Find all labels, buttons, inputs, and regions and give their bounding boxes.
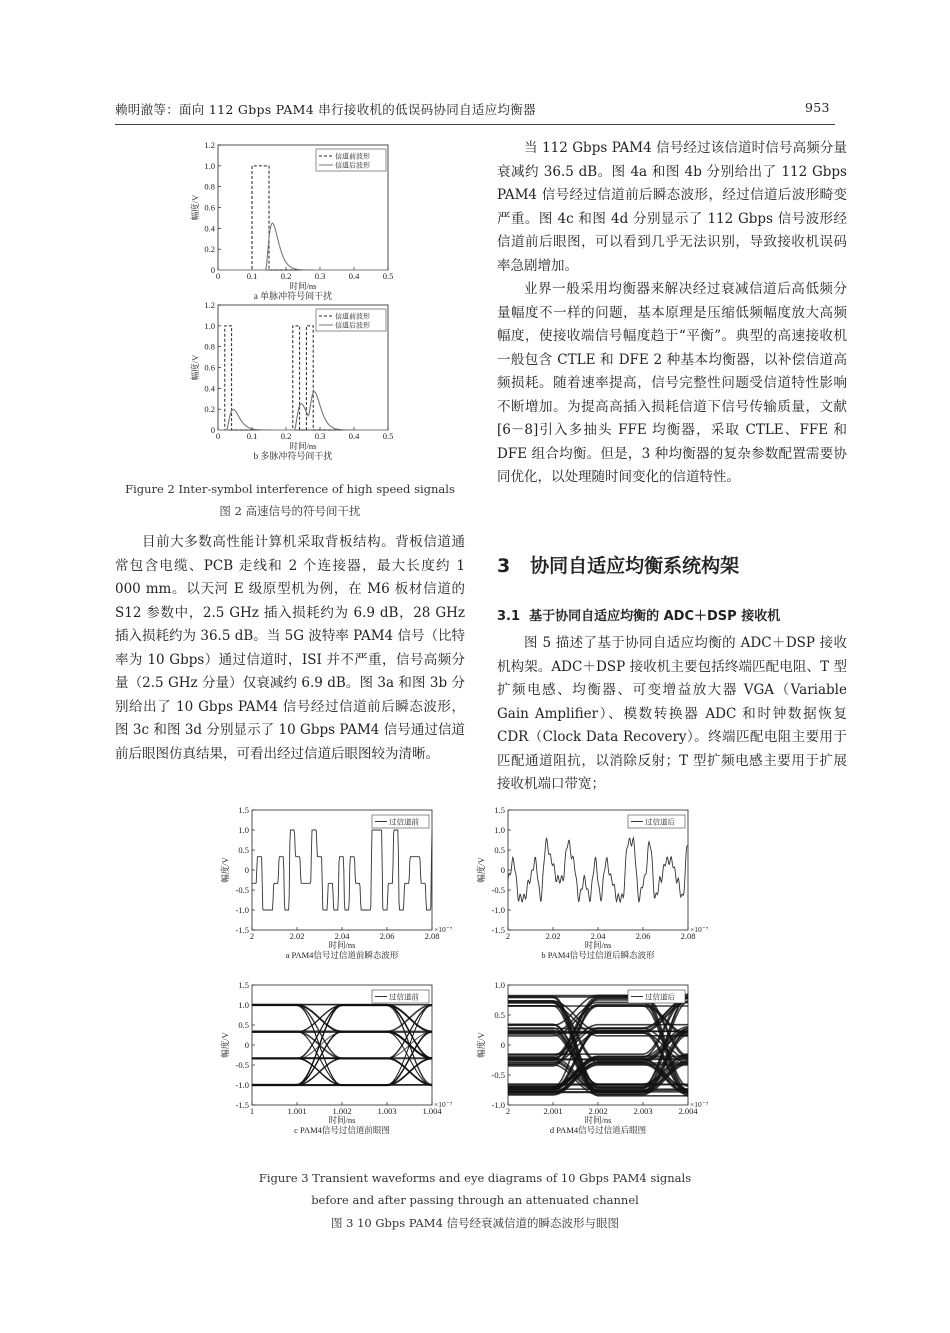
y-tick-label: 1.0 <box>494 980 505 990</box>
x-tick-label: 2.06 <box>379 931 395 941</box>
y-tick-label: 0 <box>244 1040 249 1050</box>
y-tick-label: -0.5 <box>235 885 249 895</box>
eye-traces <box>252 1004 432 1085</box>
eye-trace <box>252 1005 432 1085</box>
x-tick-label: 2.02 <box>545 931 561 941</box>
y-axis-label: 幅度/V <box>476 1032 486 1058</box>
x-tick-label: 2 <box>249 931 255 941</box>
legend-label-before: 信道前波形 <box>335 312 370 321</box>
y-tick-label: 0.6 <box>204 202 215 213</box>
y-tick-label: 1.0 <box>204 160 215 171</box>
y-tick-label: 0.4 <box>204 223 215 234</box>
x-tick-label: 2.04 <box>590 931 606 941</box>
running-header: 赖明澈等：面向 112 Gbps PAM4 串行接收机的低误码协同自适应均衡器 <box>115 102 536 117</box>
pulse-after-channel <box>218 223 388 270</box>
y-tick-label: 0.2 <box>204 404 215 415</box>
eye-trace <box>252 1006 432 1086</box>
y-tick-label: -1.5 <box>491 925 505 935</box>
transient-waveform <box>252 830 432 910</box>
eye-trace <box>252 1005 432 1085</box>
section-3-heading: 3 协同自适应均衡系统构架 <box>497 555 740 577</box>
y-tick-label: -1.0 <box>491 905 505 915</box>
y-tick-label: 0.5 <box>238 1020 249 1030</box>
y-tick-label: 1.0 <box>204 320 215 331</box>
eye-trace <box>252 1006 432 1086</box>
eye-trace <box>252 1005 432 1085</box>
legend-label: 过信道后 <box>645 817 675 827</box>
x-tick-label: 1.002 <box>332 1106 352 1116</box>
subfigure-caption: a 单脉冲符号间干扰 <box>253 291 333 301</box>
subfigure-caption: c PAM4信号过信道前眼图 <box>294 1125 390 1135</box>
x-tick-label: 2.04 <box>334 931 350 941</box>
eye-trace <box>252 1004 432 1084</box>
figure-3 <box>220 800 720 1165</box>
page-number: 953 <box>805 100 830 115</box>
eye-trace <box>252 1059 432 1086</box>
y-tick-label: 1.2 <box>204 140 215 150</box>
eye-trace <box>252 1004 432 1084</box>
eye-trace <box>252 1005 432 1032</box>
figure-3-caption-en-line2: before and after passing through an attenuated channel <box>311 1193 639 1207</box>
y-axis-label: 幅度/V <box>220 1032 230 1058</box>
right-column-text <box>497 137 847 490</box>
eye-trace <box>252 1031 432 1058</box>
x-exponent: ×10⁻⁷ <box>434 925 453 934</box>
y-tick-label: -1.5 <box>235 925 249 935</box>
x-axis-label: 时间/ns <box>584 1115 612 1125</box>
fig3-legend-a <box>372 815 429 828</box>
figure-2 <box>190 140 400 480</box>
figure-2-caption-en: Figure 2 Inter-symbol interference of high speed signals <box>125 482 455 496</box>
x-tick-label: 2.001 <box>543 1106 563 1116</box>
fig3-axes-b <box>476 805 709 960</box>
eye-trace <box>252 1005 432 1085</box>
x-tick-label: 2 <box>505 1106 511 1116</box>
x-axis-label: 时间/ns <box>584 940 612 950</box>
x-tick-label: 1.001 <box>287 1106 307 1116</box>
x-tick-label: 0.4 <box>348 271 360 281</box>
fig3-legend-c <box>372 990 429 1003</box>
x-tick-label: 0.1 <box>246 271 258 281</box>
fig3-legend-d <box>628 990 685 1003</box>
figure-2-plots <box>190 140 400 480</box>
figure-3-plots <box>220 800 720 1165</box>
x-tick-label: 2.002 <box>588 1106 608 1116</box>
y-tick-label: 0 <box>244 865 249 875</box>
x-tick-label: 2.004 <box>678 1106 698 1116</box>
y-tick-label: 0.6 <box>204 362 215 373</box>
x-tick-label: 0.1 <box>246 431 258 441</box>
eye-trace <box>252 1059 432 1086</box>
eye-trace <box>252 1059 432 1086</box>
y-tick-label: 0.4 <box>204 383 215 394</box>
pulse-before-channel <box>218 166 388 270</box>
y-tick-label: 0.8 <box>204 341 215 352</box>
eye-trace <box>252 1058 432 1085</box>
eye-trace <box>252 1005 432 1085</box>
fig3-axes-d <box>476 980 709 1135</box>
subfigure-caption: b PAM4信号过信道后瞬态波形 <box>541 950 655 960</box>
eye-trace <box>252 1059 432 1086</box>
legend-label-after: 信道后波形 <box>335 161 370 170</box>
y-tick-label: 0 <box>210 265 215 275</box>
x-tick-label: 1.003 <box>377 1106 397 1116</box>
fig2-legend-b <box>316 309 386 331</box>
x-axis-label: 时间/ns <box>289 441 317 451</box>
y-tick-label: -0.5 <box>491 885 505 895</box>
eye-trace <box>252 1005 432 1085</box>
y-tick-label: 0 <box>500 865 505 875</box>
legend-label: 过信道前 <box>389 817 419 827</box>
x-axis-label: 时间/ns <box>328 940 356 950</box>
figure-3-caption-zh: 图 3 10 Gbps PAM4 信号经衰减信道的瞬态波形与眼图 <box>330 1216 620 1230</box>
x-tick-label: 0.2 <box>280 271 292 281</box>
x-tick-label: 2.08 <box>424 931 440 941</box>
eye-trace <box>252 1058 432 1085</box>
fig3-axes-a <box>220 805 453 960</box>
legend-label: 过信道前 <box>389 992 419 1002</box>
y-tick-label: -1.0 <box>491 1100 505 1110</box>
y-tick-label: 0.5 <box>494 845 505 855</box>
transient-waveform <box>508 838 688 902</box>
y-tick-label: 0.5 <box>238 845 249 855</box>
x-tick-label: 0 <box>215 271 221 281</box>
x-tick-label: 0.5 <box>382 431 394 441</box>
y-tick-label: 1.5 <box>238 805 249 815</box>
eye-trace <box>252 1032 432 1059</box>
y-axis-label: 幅度/V <box>190 354 200 381</box>
section-3-1-paragraph: 图 5 描述了基于协同自适应均衡的 ADC＋DSP 接收机构架。ADC＋DSP 接收机主要包括终端匹配电阻、T 型扩频电感、均衡器、可变增益放大器 VGA（Variable Gain Amplifier）、模数转换器 ADC 和时钟数据恢复 CDR（Clock Data Recovery）。终端匹配电阻主要用于匹配通道阻抗，以消除反射；T 型扩频电感主要用于扩展接收机端口带宽； <box>497 635 847 792</box>
x-exponent: ×10⁻⁷ <box>690 925 709 934</box>
eye-trace <box>252 1006 432 1086</box>
figure-3-caption-en-line1: Figure 3 Transient waveforms and eye diagrams of 10 Gbps PAM4 signals <box>258 1171 692 1185</box>
y-tick-label: -1.0 <box>235 1080 249 1090</box>
x-tick-label: 0.3 <box>314 271 326 281</box>
x-tick-label: 2 <box>505 931 511 941</box>
x-tick-label: 1.004 <box>422 1106 442 1116</box>
legend-label-after: 信道后波形 <box>335 321 370 330</box>
fig3-legend-b <box>628 815 685 828</box>
x-tick-label: 0.4 <box>348 431 360 441</box>
x-tick-label: 2.003 <box>633 1106 653 1116</box>
y-tick-label: 1.5 <box>238 980 249 990</box>
y-axis-label: 幅度/V <box>476 857 486 883</box>
figure-2-caption-zh: 图 2 高速信号的符号间干扰 <box>219 504 361 518</box>
subfigure-caption: a PAM4信号过信道前瞬态波形 <box>285 950 399 960</box>
eye-trace <box>252 1005 432 1032</box>
y-tick-label: -0.5 <box>491 1070 505 1080</box>
y-tick-label: 1.0 <box>494 825 505 835</box>
paragraph-equalizer: 业界一般采用均衡器来解决经过衰减信道后高低频分量幅度不一样的问题，基本原理是压缩低频幅度放大高频幅度，使接收端信号幅度趋于“平衡”。典型的高速接收机一般包含 CTLE 和 DFE 2 种基本均衡器，以补偿信道高频损耗。随着速率提高，信号完整性问题受信道特性影响不断增加。为提高高插入损耗信道下信号传输质量，文献[6－8]引入多抽头 FFE 均衡器，采取 CTLE、FFE 和 DFE 组合均衡。但是，3 种均衡器的复杂参数配置需要协同优化，以处理随时间变化的信道特性。 <box>497 281 847 485</box>
eye-trace <box>252 1005 432 1032</box>
x-tick-label: 2.02 <box>289 931 305 941</box>
y-tick-label: -1.0 <box>235 905 249 915</box>
fig2-legend-a <box>316 149 386 171</box>
y-tick-label: 0.5 <box>494 1010 505 1020</box>
eye-trace <box>252 1059 432 1086</box>
section-3-1-heading: 3.1 基于协同自适应均衡的 ADC＋DSP 接收机 <box>497 609 781 624</box>
eye-trace <box>252 1006 432 1086</box>
legend-label-before: 信道前波形 <box>335 152 370 161</box>
x-axis-label: 时间/ns <box>328 1115 356 1125</box>
y-tick-label: 1.2 <box>204 300 215 310</box>
eye-trace <box>252 1058 432 1085</box>
header-rule <box>115 124 835 125</box>
pulse-before-channel <box>218 326 388 430</box>
y-tick-label: -0.5 <box>235 1060 249 1070</box>
y-tick-label: 0 <box>210 425 215 435</box>
paragraph-112g: 当 112 Gbps PAM4 信号经过该信道时信号高频分量衰减约 36.5 dB。图 4a 和图 4b 分别给出了 112 Gbps PAM4 信号经过信道前后瞬态波形，经过信道后波形畸变严重。图 4c 和图 4d 分别显示了 112 Gbps 信号波形经信道前后眼图，可以看到几乎无法识别，导致接收机误码率急剧增加。 <box>497 140 847 274</box>
x-tick-label: 0.2 <box>280 431 292 441</box>
fig2-axes-a <box>190 140 393 301</box>
eye-trace <box>252 1005 432 1085</box>
eye-trace <box>252 1004 432 1084</box>
eye-trace <box>252 1005 432 1032</box>
fig3-axes-c <box>220 980 453 1135</box>
y-tick-label: 1.0 <box>238 825 249 835</box>
y-tick-label: 1.5 <box>494 805 505 815</box>
subfigure-caption: d PAM4信号过信道后眼图 <box>549 1125 647 1135</box>
left-column-paragraph: 目前大多数高性能计算机采取背板结构。背板信道通常包含电缆、PCB 走线和 2 个连接器，最大长度约 1 000 mm。以天河 E 级原型机为例，在 M6 板材信道的 S12 参数中，2.5 GHz 插入损耗约为 6.9 dB，28 GHz 插入损耗约为 36.5 dB。当 5G 波特率 PAM4 信号（比特率为 10 Gbps）通过信道时，ISI 并不严重，信号高频分量（2.5 GHz 分量）仅衰减约 6.9 dB。图 3a 和图 3b 分别给出了 10 Gbps PAM4 信号经过信道前后瞬态波形，图 3c 和图 3d 分别显示了 10 Gbps PAM4 信号通过信道前后眼图仿真结果，可看出经过信道后眼图较为清晰。 <box>115 534 465 762</box>
x-exponent: ×10⁻⁷ <box>434 1100 453 1109</box>
y-axis-label: 幅度/V <box>190 194 200 221</box>
legend-label: 过信道后 <box>645 992 675 1002</box>
x-tick-label: 1 <box>249 1106 255 1116</box>
x-axis-label: 时间/ns <box>289 281 317 291</box>
y-axis-label: 幅度/V <box>220 857 230 883</box>
y-tick-label: 0.2 <box>204 244 215 255</box>
x-tick-label: 0.5 <box>382 271 394 281</box>
y-tick-label: -1.5 <box>235 1100 249 1110</box>
eye-trace <box>252 1005 432 1085</box>
fig2-axes-b <box>190 300 393 461</box>
x-tick-label: 2.06 <box>635 931 651 941</box>
subfigure-caption: b 多脉冲符号间干扰 <box>253 451 333 461</box>
y-tick-label: 1.0 <box>238 1000 249 1010</box>
x-tick-label: 0 <box>215 431 221 441</box>
eye-traces <box>508 994 688 1096</box>
y-tick-label: 0 <box>500 1040 505 1050</box>
eye-trace <box>252 1004 432 1031</box>
x-tick-label: 2.08 <box>680 931 696 941</box>
x-tick-label: 0.3 <box>314 431 326 441</box>
eye-trace <box>252 1005 432 1085</box>
x-exponent: ×10⁻⁷ <box>690 1100 709 1109</box>
pulse-after-channel <box>218 392 388 430</box>
y-tick-label: 0.8 <box>204 181 215 192</box>
